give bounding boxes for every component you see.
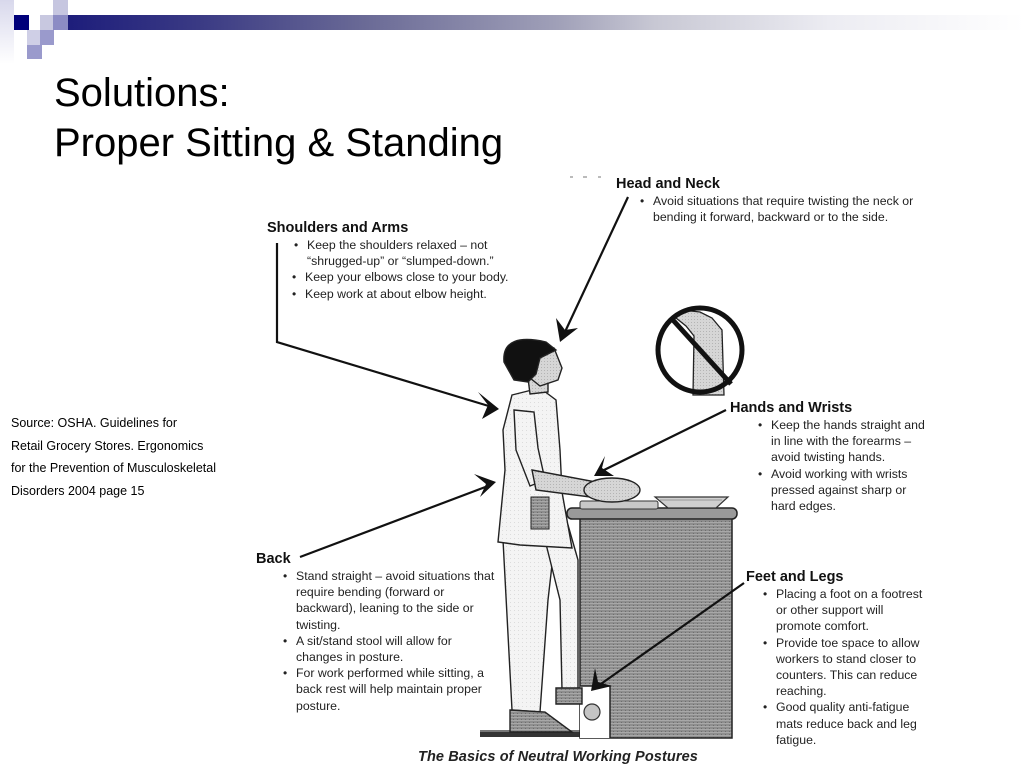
- shoulders-arms-callout: [267, 219, 557, 302]
- source-line: Disorders 2004 page 15: [11, 483, 145, 498]
- feet-legs-bullet: • Provide toe space to allow workers to stand closer to counters. This can reduce reaching.: [761, 635, 931, 700]
- feet-legs-bullet: • Good quality anti-fatigue mats reduce back and leg fatigue.: [761, 699, 931, 748]
- head-neck-bullet: • Avoid situations that require twisting the neck or bending it forward, backward or to the side.: [638, 193, 938, 225]
- decorative-square-medium: [53, 15, 68, 30]
- shoulders-arms-bullet: • Keep the shoulders relaxed – not “shrugged-up” or “slumped-down.”: [292, 237, 532, 269]
- no-bent-wrist-icon: [658, 308, 742, 395]
- shoulders-arms-bullet: • Keep your elbows close to your body.: [290, 269, 552, 285]
- hands-wrists-callout: [730, 399, 940, 514]
- back-callout: [256, 550, 516, 714]
- counter-cabinet-illustration: [567, 497, 737, 738]
- hands-wrists-bullet: • Keep the hands straight and in line with the forearms – avoid twisting hands.: [756, 417, 926, 466]
- shoulders-arms-bullet: • Keep work at about elbow height.: [290, 286, 552, 302]
- feet-legs-callout: [746, 568, 946, 748]
- slide-title-line-2: Proper Sitting & Standing: [54, 121, 504, 165]
- figure-caption: The Basics of Neutral Working Postures: [418, 749, 698, 765]
- hands-wrists-bullet: • Avoid working with wrists pressed against sharp or hard edges.: [756, 466, 926, 515]
- source-line: for the Prevention of Musculoskeletal: [11, 461, 216, 475]
- head-neck-callout: [616, 175, 946, 225]
- feet-legs-heading: Feet and Legs: [746, 569, 844, 585]
- back-bullet: • A sit/stand stool will allow for changes in posture.: [281, 633, 481, 665]
- hands-wrists-heading: Hands and Wrists: [730, 400, 853, 416]
- source-line: Retail Grocery Stores. Ergonomics: [11, 438, 204, 453]
- back-heading: Back: [256, 551, 291, 567]
- feet-legs-bullet: • Placing a foot on a footrest or other support will promote comfort.: [761, 586, 931, 635]
- head-neck-heading: Head and Neck: [616, 176, 720, 192]
- back-bullet: • For work performed while sitting, a back rest will help maintain proper posture.: [281, 665, 501, 714]
- source-line: Source: OSHA. Guidelines for: [11, 416, 178, 430]
- scan-speckles: [570, 176, 601, 178]
- slide-title-line-1: Solutions:: [54, 71, 230, 115]
- shoulders-arms-heading: Shoulders and Arms: [267, 220, 409, 236]
- back-bullet: • Stand straight – avoid situations that require bending (forward or backward), leaning to the side or twisting.: [281, 568, 501, 633]
